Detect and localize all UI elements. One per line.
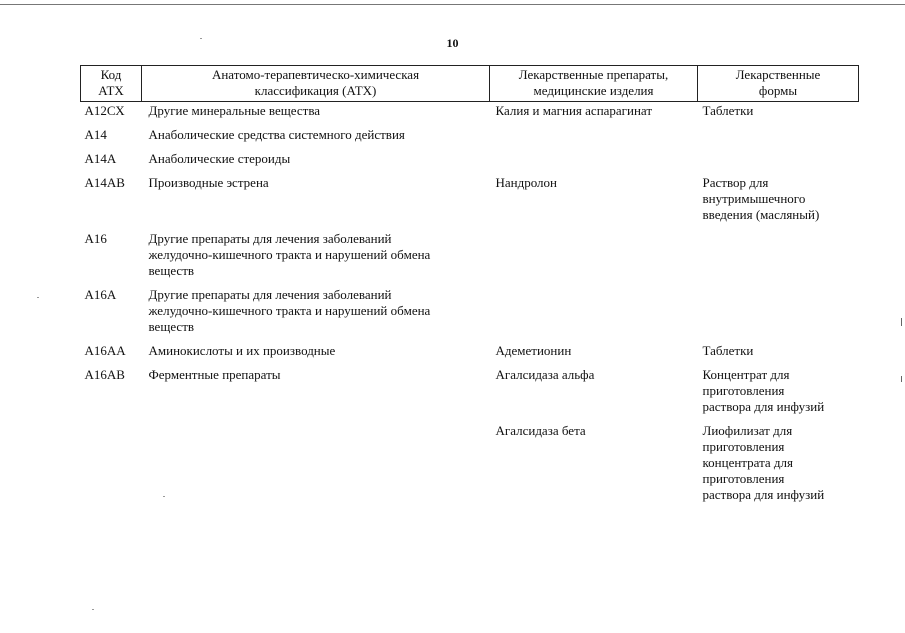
classification-cell: Ферментные препараты bbox=[148, 367, 281, 382]
classification-cell: Анаболические стероиды bbox=[148, 151, 291, 166]
drug-cell: Нандролон bbox=[495, 175, 558, 190]
classification-cell bbox=[142, 422, 490, 510]
table-row bbox=[81, 342, 859, 366]
table-header bbox=[81, 66, 859, 102]
page-number: 10 bbox=[446, 36, 459, 50]
table-row bbox=[81, 230, 859, 286]
drug-cell: Адеметионин bbox=[495, 343, 572, 358]
classification-cell: Аминокислоты и их производные bbox=[148, 343, 336, 358]
classification-cell: Анаболические средства системного действия bbox=[148, 127, 405, 142]
table-row bbox=[81, 102, 859, 127]
header-row bbox=[81, 66, 859, 102]
classification-cell: Другие препараты для лечения заболеваний желудочно-кишечного тракта и нарушений обмена веществ bbox=[148, 231, 431, 278]
scan-speck bbox=[37, 297, 39, 298]
dosage-form-cell bbox=[698, 230, 859, 286]
scan-speck bbox=[163, 496, 165, 497]
dosage-form-cell bbox=[698, 126, 859, 150]
dosage-form-cell: Таблетки bbox=[702, 343, 754, 358]
dosage-form-cell: Концентрат для приготовления раствора для инфузий bbox=[702, 367, 825, 414]
table-row bbox=[81, 366, 859, 422]
drug-cell: Калия и магния аспарагинат bbox=[495, 103, 653, 118]
table-row bbox=[81, 174, 859, 230]
header-drugs: Лекарственные препараты, медицинские изделия bbox=[490, 66, 698, 102]
atx-code-cell: А12СХ bbox=[84, 103, 125, 118]
classification-cell: Другие препараты для лечения заболеваний желудочно-кишечного тракта и нарушений обмена веществ bbox=[148, 287, 431, 334]
atx-code-cell: А16АА bbox=[84, 343, 126, 358]
atx-table bbox=[80, 65, 859, 510]
header-dosage-forms: Лекарственные формы bbox=[698, 66, 859, 102]
classification-cell: Производные эстрена bbox=[148, 175, 269, 190]
dosage-form-cell: Таблетки bbox=[702, 103, 754, 118]
classification-cell: Другие минеральные вещества bbox=[148, 103, 321, 118]
dosage-form-cell: Лиофилизат для приготовления концентрата для приготовления раствора для инфузий bbox=[702, 423, 825, 502]
table-row bbox=[81, 286, 859, 342]
drug-cell: Агалсидаза бета bbox=[495, 423, 586, 438]
atx-code-cell: А14АВ bbox=[84, 175, 125, 190]
scan-speck bbox=[200, 38, 202, 39]
scan-speck bbox=[92, 609, 94, 610]
atx-code-cell: А16А bbox=[84, 287, 117, 302]
dosage-form-cell bbox=[698, 286, 859, 342]
scan-top-rule bbox=[0, 4, 905, 5]
atx-code-cell: А16 bbox=[84, 231, 107, 246]
atx-code-cell: А14А bbox=[84, 151, 117, 166]
atx-code-cell bbox=[81, 422, 142, 510]
scan-edge-mark bbox=[901, 376, 902, 382]
dosage-form-cell: Раствор для внутримышечного введения (масляный) bbox=[702, 175, 820, 222]
drug-cell: Агалсидаза альфа bbox=[495, 367, 595, 382]
table-row bbox=[81, 150, 859, 174]
drug-cell bbox=[490, 126, 698, 150]
atx-code-cell: А14 bbox=[84, 127, 107, 142]
atx-code-cell: А16АВ bbox=[84, 367, 125, 382]
header-atx-classification: Анатомо-терапевтическо-химическая классификация (АТХ) bbox=[142, 66, 490, 102]
header-atx-code: Код АТХ bbox=[81, 66, 142, 102]
drug-cell bbox=[490, 230, 698, 286]
dosage-form-cell bbox=[698, 150, 859, 174]
table-row bbox=[81, 126, 859, 150]
scan-edge-mark bbox=[901, 318, 902, 326]
table-row bbox=[81, 422, 859, 510]
drug-cell bbox=[490, 286, 698, 342]
drug-cell bbox=[490, 150, 698, 174]
table-body bbox=[81, 102, 859, 511]
